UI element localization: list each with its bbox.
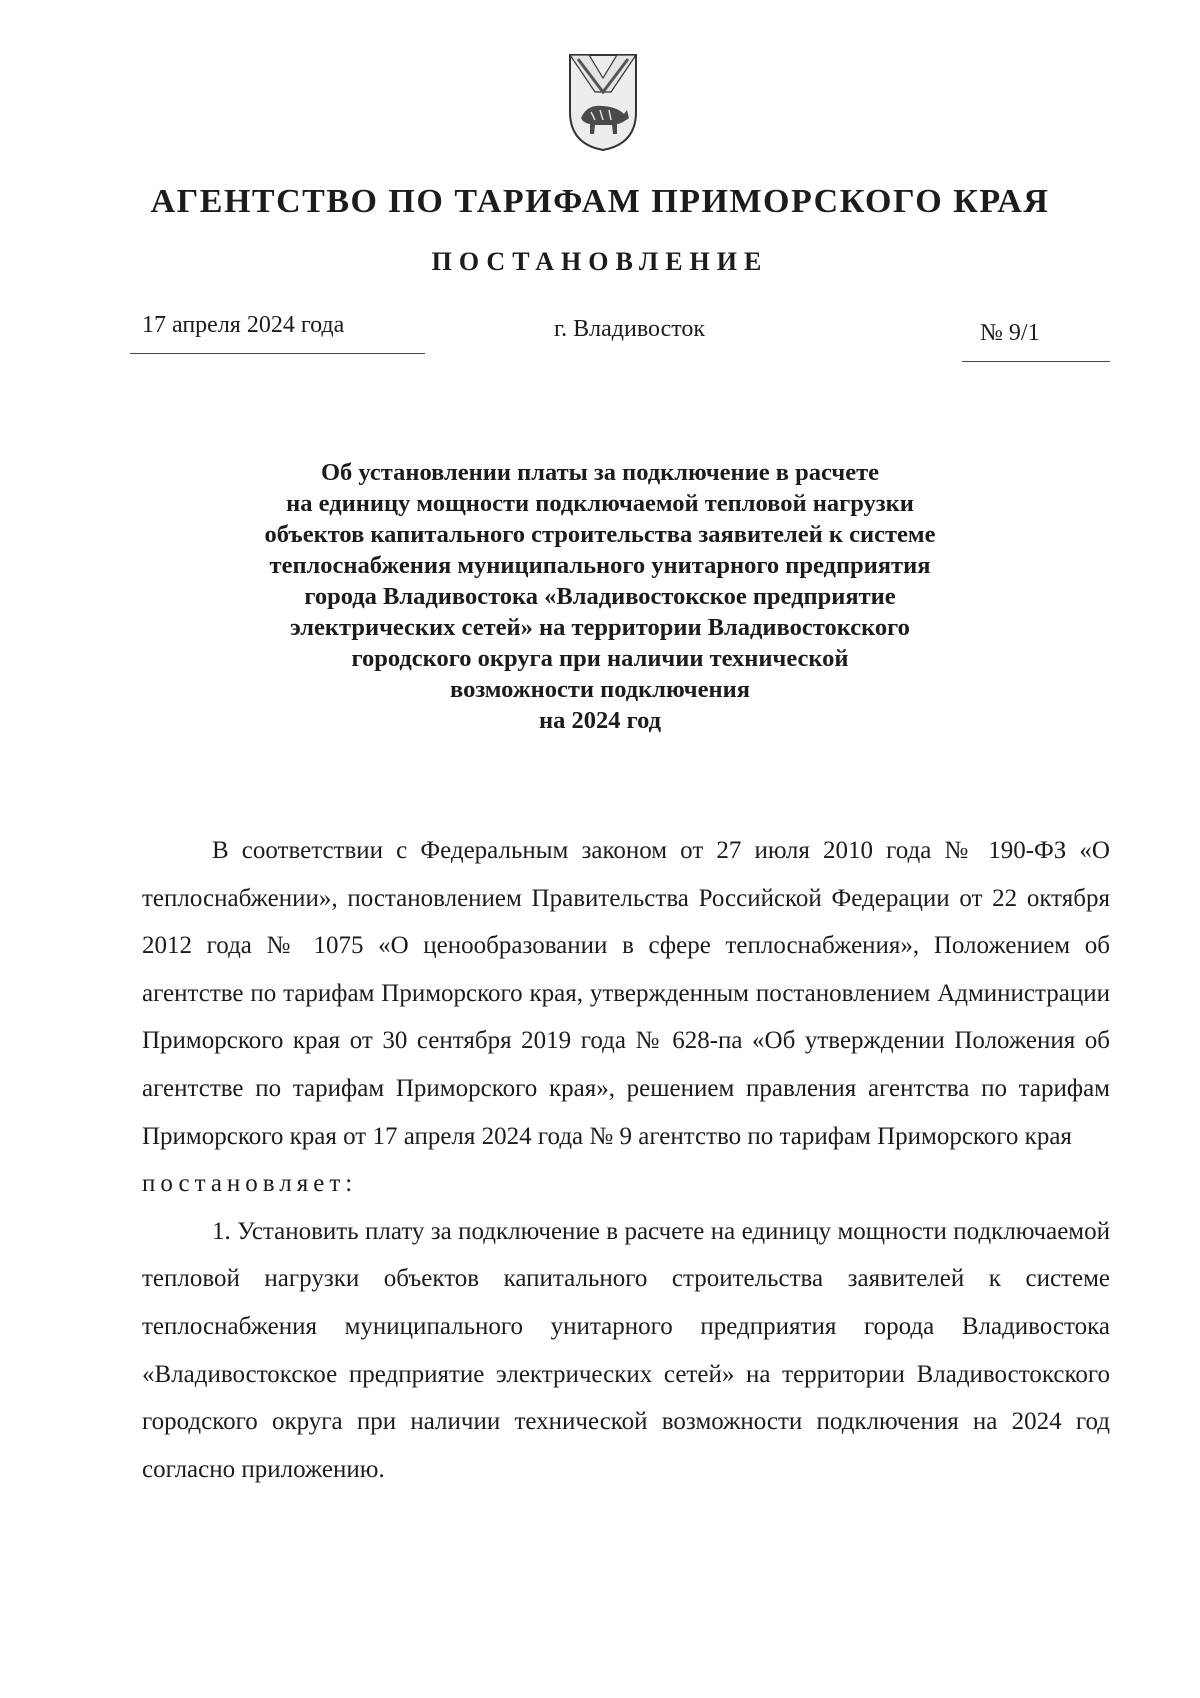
title-line: городского округа при наличии технической [351,645,849,672]
document-body [142,827,1110,1493]
coat-of-arms-icon [567,52,639,152]
document-type: ПОСТАНОВЛЕНИЕ [431,247,769,276]
title-line: объектов капитального строительства заявителей к системе [264,521,936,548]
title-line: теплоснабжения муниципального унитарного предприятия [269,552,931,579]
document-title [150,457,1050,736]
title-line: города Владивостока «Владивостокское предприятие [304,583,896,610]
document-date: 17 апреля 2024 года [142,312,345,338]
preamble-paragraph: В соответствии с Федеральным законом от 27 июля 2010 года № 190-ФЗ «О теплоснабжении», постановлением Правительства Российской Федерации от 22 октября 2012 года № 1075 «О ценообразовании в сфере теплоснабжения», Положением об агентстве по тарифам Приморского края, утвержденным постановлением Администрации Приморского края от 30 сентября 2019 года № 628-па «Об утверждении Положения об агентстве по тарифам Приморского края», решением правления агентства по тарифам Приморского края от 17 апреля 2024 года № 9 агентство по тарифам Приморского края [142,837,1110,1150]
title-line: электрических сетей» на территории Владивостокского [290,614,910,641]
title-line: на 2024 год [538,707,662,734]
date-underline [130,353,425,354]
item-1-paragraph: 1. Установить плату за подключение в расчете на единицу мощности подключаемой тепловой нагрузки объектов капитального строительства заявителей к системе теплоснабжения муниципального унитарного предприятия города Владивостока «Владивостокское предприятие электрических сетей» на территории Владивостокского городского округа при наличии технической возможности подключения на 2024 год согласно приложению. [142,1217,1110,1483]
document-city: г. Владивосток [554,316,706,342]
resolves-word: постановляет: [142,1170,358,1198]
agency-name: АГЕНТСТВО ПО ТАРИФАМ ПРИМОРСКОГО КРАЯ [150,183,1050,220]
title-line: возможности подключения [450,676,750,703]
title-line: на единицу мощности подключаемой тепловой нагрузки [286,490,914,517]
document-number: № 9/1 [980,320,1040,346]
title-line: Об установлении платы за подключение в расчете [321,459,879,486]
number-underline [962,361,1110,362]
